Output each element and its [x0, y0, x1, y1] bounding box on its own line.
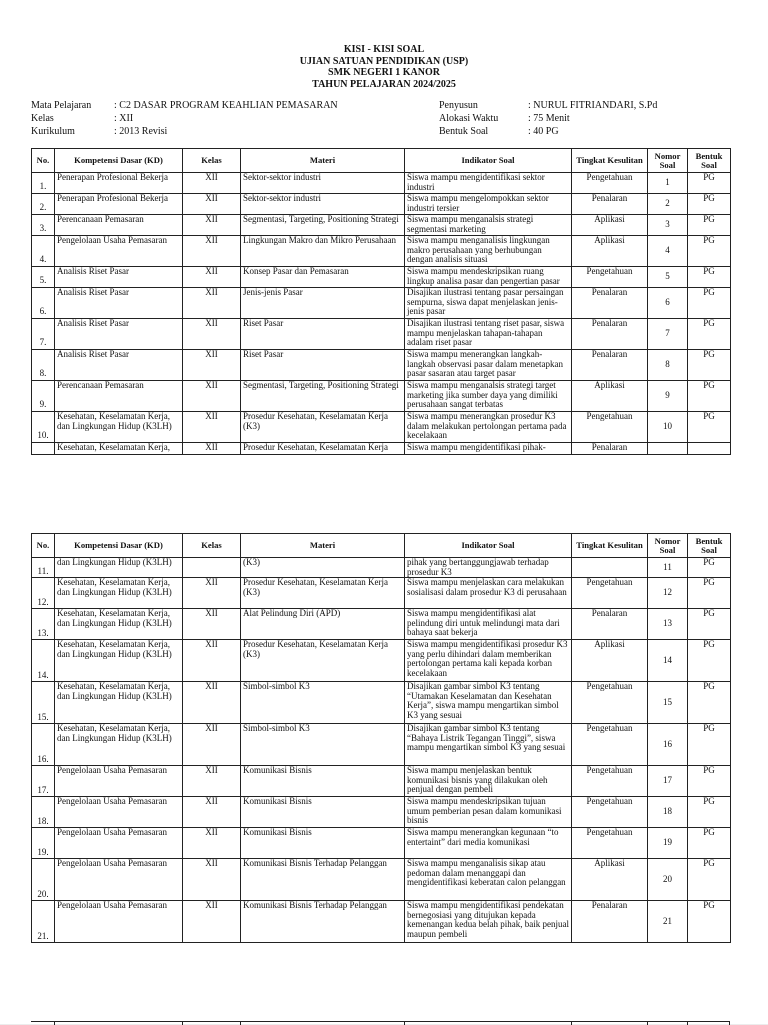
table-row: [32, 173, 731, 194]
cell-nomor: 13: [648, 609, 688, 640]
cell-nomor: 15: [648, 682, 688, 724]
cell-no: 7.: [32, 319, 55, 350]
cell-indikator: Siswa mampu menganalsis strategi target marketing jika sumber daya yang dimiliki perusahaan sangat terbatas: [405, 381, 572, 412]
cell-kelas: XII: [183, 236, 241, 267]
cell-kd: Kesehatan, Keselamatan Kerja, dan Lingkungan Hidup (K3LH): [55, 640, 183, 682]
cell-nomor: 19: [648, 828, 688, 859]
table-row: [32, 319, 731, 350]
cell-materi: Sektor-sektor industri: [241, 194, 405, 215]
cell-tingkat: Pengetahuan: [572, 828, 648, 859]
cell-materi: Segmentasi, Targeting, Positioning Strategi: [241, 381, 405, 412]
col-header-indikator: Indikator Soal: [405, 534, 572, 558]
cell-tingkat: Penalaran: [572, 901, 648, 943]
cell-bentuk: PG: [688, 215, 731, 236]
cell-kelas: XII: [183, 859, 241, 901]
cell-tingkat: Aplikasi: [572, 381, 648, 412]
col-header-kelas: Kelas: [183, 149, 241, 173]
table-row: [32, 901, 731, 943]
cell-kd: Analisis Riset Pasar: [55, 319, 183, 350]
table-row: [32, 236, 731, 267]
cell-no: 4.: [32, 236, 55, 267]
cell-kelas: XII: [183, 443, 241, 455]
cell-indikator: Siswa mampu mengelompokkan sektor industri tersier: [405, 194, 572, 215]
cell-tingkat: Penalaran: [572, 194, 648, 215]
cell-indikator: pihak yang bertanggungjawab terhadap prosedur K3: [405, 558, 572, 578]
cell-materi: Riset Pasar: [241, 350, 405, 381]
next-table-edge: [31, 1021, 730, 1025]
table-row: [32, 797, 731, 828]
cell-nomor: 2: [648, 194, 688, 215]
meta-right: [439, 99, 657, 138]
cell-materi: Komunikasi Bisnis: [241, 828, 405, 859]
cell-kd: dan Lingkungan Hidup (K3LH): [55, 558, 183, 578]
table-row: [32, 724, 731, 766]
cell-bentuk: [688, 443, 731, 455]
cell-no: 3.: [32, 215, 55, 236]
cell-no: 13.: [32, 609, 55, 640]
col-header-kd: Kompetensi Dasar (KD): [55, 534, 183, 558]
kisi-table-1: [31, 148, 731, 455]
cell-kd: Analisis Riset Pasar: [55, 288, 183, 319]
col-header-materi: Materi: [241, 534, 405, 558]
cell-kelas: XII: [183, 381, 241, 412]
meta-question-type: [439, 125, 657, 138]
cell-materi: Jenis-jenis Pasar: [241, 288, 405, 319]
table-row: [32, 194, 731, 215]
cell-no: 1.: [32, 173, 55, 194]
cell-tingkat: Pengetahuan: [572, 578, 648, 609]
cell-kd: Kesehatan, Keselamatan Kerja, dan Lingkungan Hidup (K3LH): [55, 412, 183, 443]
cell-nomor: 6: [648, 288, 688, 319]
cell-nomor: 20: [648, 859, 688, 901]
cell-nomor: 16: [648, 724, 688, 766]
cell-materi: Alat Pelindung Diri (APD): [241, 609, 405, 640]
cell-kelas: XII: [183, 350, 241, 381]
cell-tingkat: Pengetahuan: [572, 267, 648, 288]
cell-no: 2.: [32, 194, 55, 215]
cell-indikator: Siswa mampu menganalsis strategi segmentasi marketing: [405, 215, 572, 236]
cell-indikator: Siswa mampu menerangkan kegunaan “to entertaint” dari media komunikasi: [405, 828, 572, 859]
meta-label: Kelas: [31, 113, 54, 124]
cell-kd: Pengelolaan Usaha Pemasaran: [55, 236, 183, 267]
cell-indikator: Siswa mampu mendeskripsikan tujuan umum pemberian pesan dalam komunikasi bisnis: [405, 797, 572, 828]
kisi-table-2: [31, 533, 731, 943]
cell-kelas: XII: [183, 797, 241, 828]
cell-nomor: 18: [648, 797, 688, 828]
cell-materi: Komunikasi Bisnis: [241, 766, 405, 797]
cell-indikator: Disajikan gambar simbol K3 tentang “Utamakan Keselamatan dan Kesehatan Kerja”, siswa mampu mengartikan simbol K3 yang sesuai: [405, 682, 572, 724]
cell-materi: Prosedur Kesehatan, Keselamatan Kerja (K3): [241, 640, 405, 682]
cell-indikator: Siswa mampu mengidentifikasi sektor industri: [405, 173, 572, 194]
meta-label: Alokasi Waktu: [439, 113, 499, 124]
cell-kd: Kesehatan, Keselamatan Kerja, dan Lingkungan Hidup (K3LH): [55, 724, 183, 766]
cell-kd: Penerapan Profesional Bekerja: [55, 173, 183, 194]
cell-kd: Kesehatan, Keselamatan Kerja, dan Lingkungan Hidup (K3LH): [55, 682, 183, 724]
cell-indikator: Disajikan ilustrasi tentang riset pasar, siswa mampu menjelaskan tahapan-tahapan adalam riset pasar: [405, 319, 572, 350]
cell-materi: Komunikasi Bisnis: [241, 797, 405, 828]
cell-nomor: [648, 443, 688, 455]
meta-value: : NURUL FITRIANDARI, S.Pd: [528, 100, 658, 111]
cell-tingkat: Pengetahuan: [572, 766, 648, 797]
header-title: KISI - KISI SOAL: [343, 44, 425, 55]
col-header-kelas: Kelas: [183, 534, 241, 558]
cell-indikator: Disajikan ilustrasi tentang pasar persaingan sempurna, siswa dapat menjelaskan jenis-jenis pasar: [405, 288, 572, 319]
col-header-materi: Materi: [241, 149, 405, 173]
table-row: [32, 640, 731, 682]
meta-label: Kurikulum: [31, 126, 75, 137]
cell-bentuk: PG: [688, 682, 731, 724]
cell-tingkat: Aplikasi: [572, 215, 648, 236]
meta-value: : 75 Menit: [528, 113, 570, 124]
cell-nomor: 21: [648, 901, 688, 943]
meta-label: Bentuk Soal: [439, 126, 489, 137]
meta-time: [439, 112, 657, 125]
cell-kd: Perencanaan Pemasaran: [55, 381, 183, 412]
table-row: [32, 443, 731, 455]
cell-materi: Komunikasi Bisnis Terhadap Pelanggan: [241, 859, 405, 901]
cell-kd: Pengelolaan Usaha Pemasaran: [55, 859, 183, 901]
cell-tingkat: Aplikasi: [572, 859, 648, 901]
cell-nomor: 11: [648, 558, 688, 578]
cell-kd: Analisis Riset Pasar: [55, 350, 183, 381]
cell-nomor: 10: [648, 412, 688, 443]
meta-label: Mata Pelajaran: [31, 100, 92, 111]
meta-value: : 2013 Revisi: [114, 126, 168, 137]
cell-materi: Komunikasi Bisnis Terhadap Pelanggan: [241, 901, 405, 943]
cell-kelas: XII: [183, 609, 241, 640]
col-header-no: No.: [32, 149, 55, 173]
cell-kelas: XII: [183, 578, 241, 609]
cell-indikator: Siswa mampu mengidentifikasi prosedur K3 yang perlu dihindari dalam memberikan pertolongan pertama kali kepada korban kecelakaan: [405, 640, 572, 682]
cell-indikator: Siswa mampu menerangkan langkah-langkah observasi pasar dalam menetapkan pasar sasaran atau target pasar: [405, 350, 572, 381]
cell-kd: Analisis Riset Pasar: [55, 267, 183, 288]
cell-kelas: XII: [183, 215, 241, 236]
table-row: [32, 350, 731, 381]
cell-materi: Riset Pasar: [241, 319, 405, 350]
cell-no: 21.: [32, 901, 55, 943]
cell-no: 6.: [32, 288, 55, 319]
table-row: [32, 381, 731, 412]
cell-materi: Simbol-simbol K3: [241, 724, 405, 766]
cell-kelas: XII: [183, 319, 241, 350]
table-row: [32, 215, 731, 236]
cell-indikator: Siswa mampu menganalisis sikap atau pedoman dalam menanggapi dan mengidentifikasi keberatan calon pelanggan: [405, 859, 572, 901]
col-header-tingkat: Tingkat Kesulitan: [572, 534, 648, 558]
cell-kd: Pengelolaan Usaha Pemasaran: [55, 901, 183, 943]
col-header-bentuk: Bentuk Soal: [688, 149, 731, 173]
cell-tingkat: Pengetahuan: [572, 724, 648, 766]
cell-bentuk: PG: [688, 828, 731, 859]
cell-kelas: XII: [183, 267, 241, 288]
cell-nomor: 14: [648, 640, 688, 682]
cell-kd: Kesehatan, Keselamatan Kerja, dan Lingkungan Hidup (K3LH): [55, 609, 183, 640]
table-row: [32, 578, 731, 609]
cell-kd: Pengelolaan Usaha Pemasaran: [55, 828, 183, 859]
col-header-indikator: Indikator Soal: [405, 149, 572, 173]
cell-bentuk: PG: [688, 236, 731, 267]
cell-indikator: Siswa mampu menjelaskan cara melakukan sosialisasi dalam prosedur K3 di perusahaan: [405, 578, 572, 609]
cell-kd: Perencanaan Pemasaran: [55, 215, 183, 236]
cell-materi: Prosedur Kesehatan, Keselamatan Kerja (K3): [241, 412, 405, 443]
cell-bentuk: PG: [688, 766, 731, 797]
cell-kelas: XII: [183, 724, 241, 766]
cell-nomor: 12: [648, 578, 688, 609]
cell-no: 16.: [32, 724, 55, 766]
table-row: [32, 859, 731, 901]
cell-materi: Segmentasi, Targeting, Positioning Strategi: [241, 215, 405, 236]
cell-kd: Penerapan Profesional Bekerja: [55, 194, 183, 215]
cell-materi: Prosedur Kesehatan, Keselamatan Kerja (K3): [241, 578, 405, 609]
cell-nomor: 4: [648, 236, 688, 267]
table-row: [32, 766, 731, 797]
cell-tingkat: Pengetahuan: [572, 412, 648, 443]
cell-kelas: XII: [183, 828, 241, 859]
cell-no: 17.: [32, 766, 55, 797]
cell-materi: Lingkungan Makro dan Mikro Perusahaan: [241, 236, 405, 267]
cell-tingkat: Aplikasi: [572, 236, 648, 267]
col-header-nomor: Nomor Soal: [648, 534, 688, 558]
cell-materi: (K3): [241, 558, 405, 578]
cell-bentuk: PG: [688, 350, 731, 381]
cell-nomor: 9: [648, 381, 688, 412]
table-row: [32, 558, 731, 578]
col-header-tingkat: Tingkat Kesulitan: [572, 149, 648, 173]
cell-kd: Kesehatan, Keselamatan Kerja, dan Lingkungan Hidup (K3LH): [55, 578, 183, 609]
cell-kd: Pengelolaan Usaha Pemasaran: [55, 766, 183, 797]
cell-kelas: XII: [183, 901, 241, 943]
cell-indikator: Siswa mampu mendeskripsikan ruang lingkup analisa pasar dan pengertian pasar: [405, 267, 572, 288]
cell-kelas: XII: [183, 682, 241, 724]
cell-kd: Kesehatan, Keselamatan Kerja,: [55, 443, 183, 455]
meta-class: [31, 112, 338, 125]
col-header-nomor: Nomor Soal: [648, 149, 688, 173]
cell-bentuk: PG: [688, 412, 731, 443]
cell-kelas: XII: [183, 194, 241, 215]
cell-bentuk: PG: [688, 173, 731, 194]
col-header-no: No.: [32, 534, 55, 558]
cell-bentuk: PG: [688, 319, 731, 350]
cell-bentuk: PG: [688, 578, 731, 609]
cell-no: 15.: [32, 682, 55, 724]
cell-tingkat: Pengetahuan: [572, 682, 648, 724]
cell-nomor: 8: [648, 350, 688, 381]
table-row: [32, 288, 731, 319]
header-exam-name: UJIAN SATUAN PENDIDIKAN (USP): [299, 55, 469, 67]
cell-bentuk: PG: [688, 901, 731, 943]
cell-tingkat: [572, 558, 648, 578]
meta-subject: [31, 99, 338, 112]
cell-kelas: XII: [183, 173, 241, 194]
meta-author: [439, 99, 657, 112]
cell-no: 10.: [32, 412, 55, 443]
cell-no: 5.: [32, 267, 55, 288]
cell-nomor: 17: [648, 766, 688, 797]
cell-nomor: 1: [648, 173, 688, 194]
cell-indikator: Siswa mampu mengidentifikasi alat pelindung diri untuk melindungi mata dari bahaya saat bekerja: [405, 609, 572, 640]
cell-tingkat: Aplikasi: [572, 640, 648, 682]
cell-nomor: 3: [648, 215, 688, 236]
cell-bentuk: PG: [688, 558, 731, 578]
header-school-year: TAHUN PELAJARAN 2024/2025: [312, 78, 456, 90]
col-header-kd: Kompetensi Dasar (KD): [55, 149, 183, 173]
meta-value: : XII: [114, 113, 134, 124]
cell-nomor: 5: [648, 267, 688, 288]
cell-tingkat: Pengetahuan: [572, 797, 648, 828]
cell-indikator: Siswa mampu menjelaskan bentuk komunikasi bisnis yang dilakukan oleh penjual dengan pembeli: [405, 766, 572, 797]
cell-tingkat: Pengetahuan: [572, 173, 648, 194]
cell-kelas: XII: [183, 288, 241, 319]
meta-value: : C2 DASAR PROGRAM KEAHLIAN PEMASARAN: [114, 100, 338, 111]
cell-indikator: Siswa mampu menerangkan prosedur K3 dalam melakukan pertolongan pertama pada kecelakaan: [405, 412, 572, 443]
cell-bentuk: PG: [688, 381, 731, 412]
cell-no: 9.: [32, 381, 55, 412]
cell-kelas: XII: [183, 412, 241, 443]
table-row: [32, 609, 731, 640]
header-school-name: SMK NEGERI 1 KANOR: [328, 67, 440, 78]
cell-no: [32, 443, 55, 455]
cell-tingkat: Penalaran: [572, 350, 648, 381]
cell-tingkat: Penalaran: [572, 288, 648, 319]
cell-materi: Simbol-simbol K3: [241, 682, 405, 724]
cell-bentuk: PG: [688, 194, 731, 215]
cell-no: 20.: [32, 859, 55, 901]
table-row: [32, 682, 731, 724]
meta-curriculum: [31, 125, 338, 138]
cell-kelas: XII: [183, 766, 241, 797]
cell-indikator: Siswa mampu menganalisis lingkungan makro perusahaan yang berhubungan dengan analisis situasi: [405, 236, 572, 267]
cell-bentuk: PG: [688, 640, 731, 682]
meta-left: [31, 99, 338, 138]
cell-bentuk: PG: [688, 724, 731, 766]
cell-materi: Prosedur Kesehatan, Keselamatan Kerja: [241, 443, 405, 455]
cell-nomor: 7: [648, 319, 688, 350]
col-header-bentuk: Bentuk Soal: [688, 534, 731, 558]
cell-bentuk: PG: [688, 288, 731, 319]
table-row: [32, 267, 731, 288]
cell-no: 12.: [32, 578, 55, 609]
document-header: [0, 44, 768, 90]
meta-value: : 40 PG: [528, 126, 559, 137]
cell-kelas: XII: [183, 640, 241, 682]
cell-kd: Pengelolaan Usaha Pemasaran: [55, 797, 183, 828]
cell-kelas: [183, 558, 241, 578]
cell-no: 14.: [32, 640, 55, 682]
cell-no: 11.: [32, 558, 55, 578]
table-row: [32, 412, 731, 443]
cell-indikator: Siswa mampu mengidentifikasi pendekatan bernegosiasi yang ditujukan kepada kemenangan kedua belah pihak, baik penjual maupun pembeli: [405, 901, 572, 943]
cell-bentuk: PG: [688, 859, 731, 901]
cell-tingkat: Penalaran: [572, 443, 648, 455]
cell-tingkat: Penalaran: [572, 319, 648, 350]
table-row: [32, 828, 731, 859]
cell-materi: Konsep Pasar dan Pemasaran: [241, 267, 405, 288]
cell-no: 8.: [32, 350, 55, 381]
cell-bentuk: PG: [688, 609, 731, 640]
cell-tingkat: Penalaran: [572, 609, 648, 640]
meta-label: Penyusun: [439, 100, 478, 111]
cell-bentuk: PG: [688, 797, 731, 828]
cell-no: 19.: [32, 828, 55, 859]
cell-bentuk: PG: [688, 267, 731, 288]
cell-indikator: Siswa mampu mengidentifikasi pihak-: [405, 443, 572, 455]
cell-no: 18.: [32, 797, 55, 828]
cell-indikator: Disajikan gambar simbol K3 tentang “Bahaya Listrik Tegangan Tinggi”, siswa mampu mengartikan simbol K3 yang sesuai: [405, 724, 572, 766]
cell-materi: Sektor-sektor industri: [241, 173, 405, 194]
